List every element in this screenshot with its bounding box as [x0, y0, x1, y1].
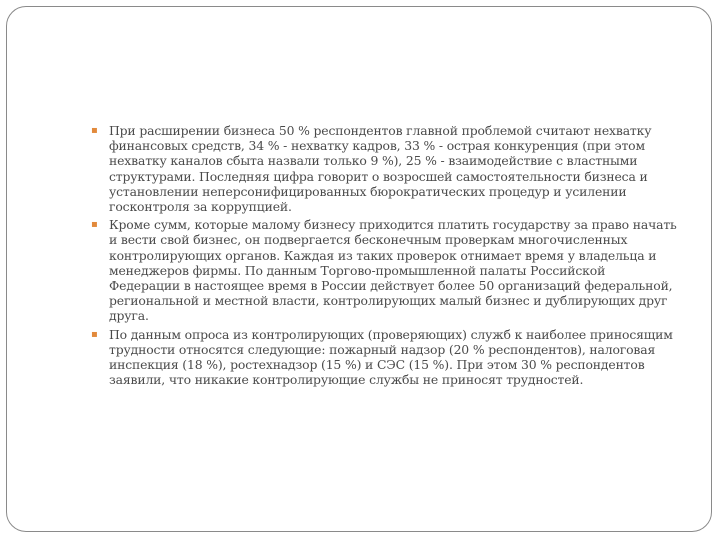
- bullet-item-3: [91, 327, 677, 388]
- square-bullet-icon: ▪: [91, 125, 98, 136]
- bullet-text-3: По данным опроса из контролирующих (проверяющих) служб к наиболее приносящим трудности относятся следующие: пожарный надзор (20 % респондентов), налоговая инспекция (18 %), ростехнадзор (15 %) и СЭС (15 %). При этом 30 % респондентов заявили, что никакие контролирующие службы не приносят трудностей.: [109, 326, 673, 388]
- square-bullet-icon: ▪: [91, 219, 98, 231]
- slide-body: [91, 123, 677, 390]
- bullet-text-2: Кроме сумм, которые малому бизнесу приходится платить государству за право начать и вести свой бизнес, он подвергается бесконечным проверкам многочисленных контролирующих органов. Каждая из таких проверок отнимает время у владельца и менеджеров фирмы. По данным Торгово-промышленной палаты Российской Федерации в настоящее время в России действует более 50 организаций федеральной, региональной и местной власти, контролирующих малый бизнес и дублирующих друг друга.: [109, 217, 677, 324]
- bullet-text-1: При расширении бизнеса 50 % респондентов главной проблемой считают нехватку финансовых средств, 34 % - нехватку кадров, 33 % - острая конкуренция (при этом нехватку каналов сбыта назвали только 9 %), 25 % - взаимодействие с властными структурами. Последняя цифра говорит о возросшей самостоятельности бизнеса и установлении неперсонифицированных бюрократических процедур и усилении госконтроля за коррупцией.: [109, 123, 652, 215]
- bullet-item-2: [91, 217, 677, 323]
- square-bullet-icon: ▪: [91, 328, 98, 340]
- bullet-item-1: [91, 123, 677, 214]
- slide-frame: [6, 6, 712, 532]
